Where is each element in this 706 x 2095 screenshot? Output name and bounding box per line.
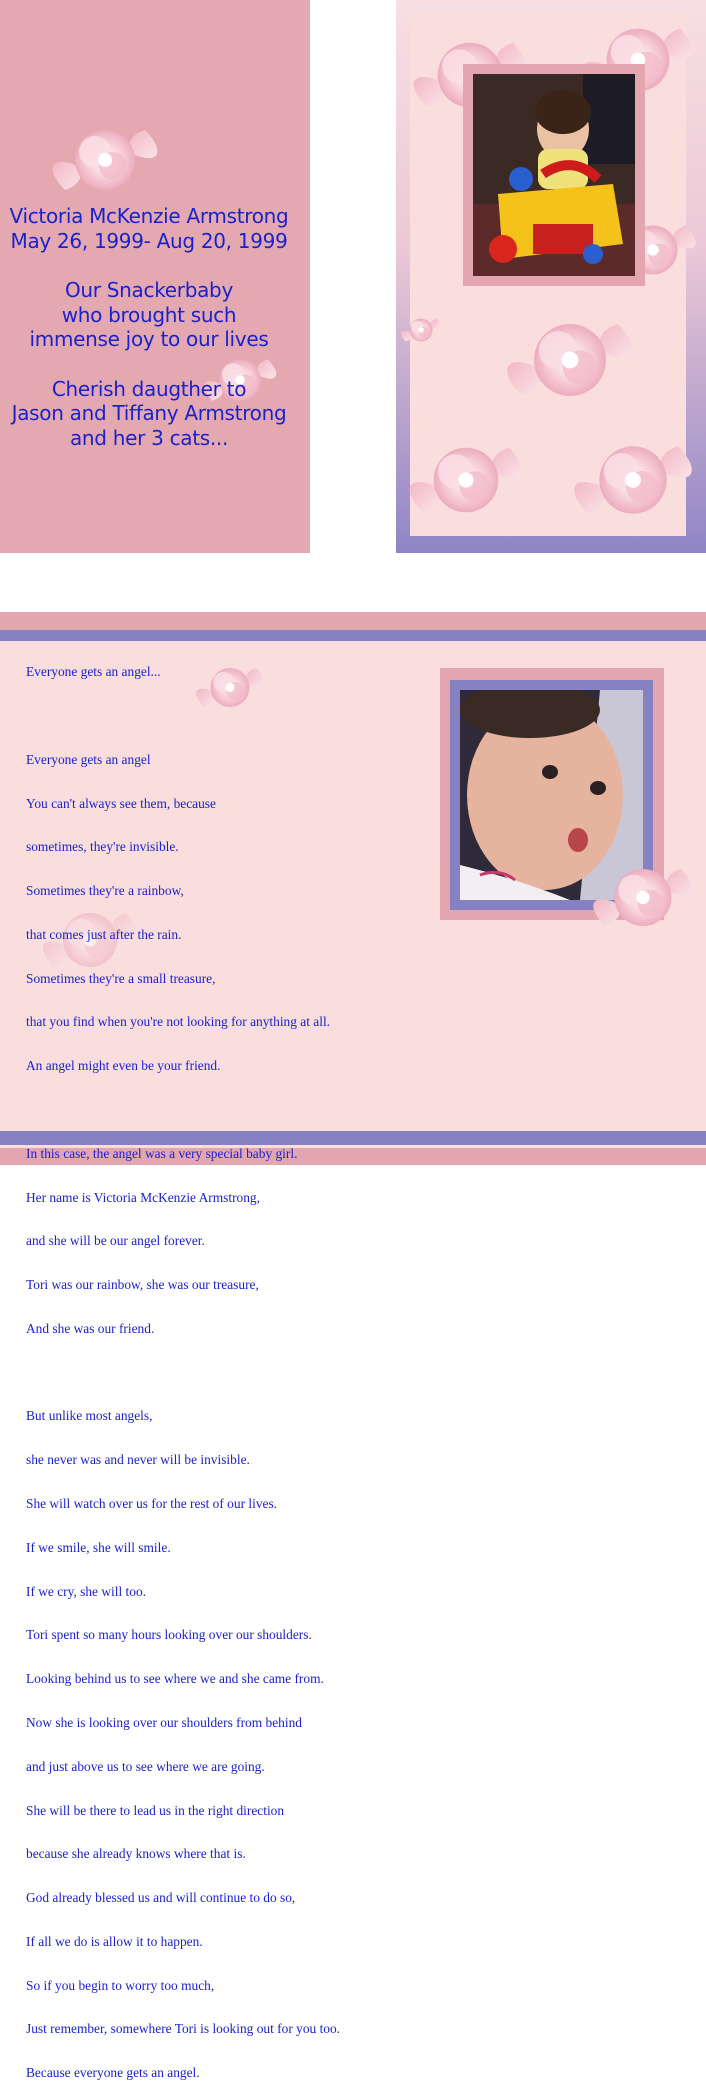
poem-line: In this case, the angel was a very special baby girl. — [26, 1145, 298, 1161]
poem-line: Just remember, somewhere Tori is looking out for you too. — [26, 2021, 341, 2037]
poem-line: Now she is looking over our shoulders from behind — [26, 1714, 302, 1730]
poem-line: But unlike most angels, — [26, 1408, 153, 1424]
poem-line — [26, 709, 426, 724]
poem-line: An angel might even be your friend. — [26, 1058, 221, 1074]
baby-photo-1 — [473, 74, 635, 276]
family-line-3: and her 3 cats... — [69, 425, 229, 450]
poem-line: She will be there to lead us in the right direction — [26, 1802, 285, 1818]
baby-in-walker-icon — [473, 74, 635, 276]
poem-line: Because everyone gets an angel. — [26, 2065, 200, 2081]
poem-line: And she was our friend. — [26, 1320, 155, 1336]
poem-line: If all we do is allow it to happen. — [26, 1933, 203, 1949]
poem-line: Tori was our rainbow, she was our treasure, — [26, 1277, 259, 1293]
family-line-2: Jason and Tiffany Armstrong — [11, 401, 287, 425]
memorial-text — [0, 204, 298, 450]
poem-line: Looking behind us to see where we and she came from. — [26, 1671, 324, 1687]
poem-line: Everyone gets an angel — [26, 751, 151, 767]
poem-line: Tori spent so many hours looking over our shoulders. — [26, 1627, 312, 1643]
poem-line: You can't always see them, because — [26, 795, 216, 811]
poem-line: Her name is Victoria McKenzie Armstrong, — [26, 1189, 260, 1205]
rose-icon — [560, 420, 706, 540]
poem-line: that you find when you're not looking for anything at all. — [26, 1014, 331, 1030]
poem-line: So if you begin to worry too much, — [26, 1977, 215, 1993]
poem-line — [26, 1103, 426, 1118]
rose-icon — [396, 300, 446, 360]
tagline-line-1: Our Snackerbaby — [64, 278, 233, 302]
poem-line: God already blessed us and will continue to do so, — [26, 1890, 296, 1906]
poem-line: If we smile, she will smile. — [26, 1539, 171, 1555]
top-pink-band — [0, 612, 706, 630]
tagline-line-3: immense joy to our lives — [29, 327, 269, 351]
poem-line: Sometimes they're a rainbow, — [26, 883, 184, 899]
poem-line: sometimes, they're invisible. — [26, 839, 179, 855]
poem-line: Everyone gets an angel... — [26, 664, 161, 680]
tagline-line-2: who brought such — [61, 302, 237, 327]
poem-line — [26, 1366, 426, 1381]
poem-line: She will watch over us for the rest of our lives. — [26, 1496, 278, 1512]
memorial-name: Victoria McKenzie Armstrong — [9, 204, 289, 228]
poem-line: and she will be our angel forever. — [26, 1233, 205, 1249]
memorial-title-card — [0, 0, 310, 553]
rose-icon — [580, 850, 706, 945]
family-line-1: Cherish daugther to — [51, 376, 247, 401]
poem-line: If we cry, she will too. — [26, 1583, 146, 1599]
poem-text — [26, 636, 426, 2095]
rose-icon — [396, 420, 536, 540]
poem-line: that comes just after the rain. — [26, 926, 182, 942]
poem-line: because she already knows where that is. — [26, 1846, 246, 1862]
poem-line: and just above us to see where we are going. — [26, 1758, 265, 1774]
poem-line: Sometimes they're a small treasure, — [26, 970, 216, 986]
rose-icon — [490, 300, 650, 420]
rose-icon — [40, 110, 170, 210]
poem-line: she never was and never will be invisible. — [26, 1452, 250, 1468]
memorial-dates: May 26, 1999- Aug 20, 1999 — [10, 228, 288, 253]
